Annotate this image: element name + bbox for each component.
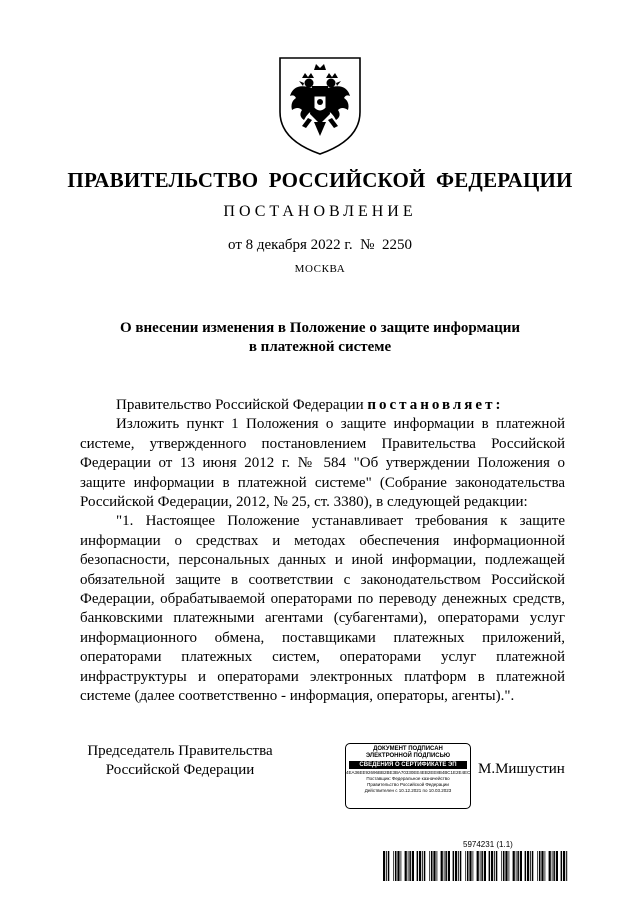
barcode-bar <box>408 851 409 881</box>
barcode-bar <box>481 851 483 881</box>
intro-verb: постановляет: <box>367 397 504 413</box>
barcode-bar <box>431 851 433 881</box>
barcode-label: 5974231 (1.1) <box>463 840 513 849</box>
barcode-bar <box>419 851 421 881</box>
barcode-bar <box>395 851 397 881</box>
decree-date-text: от 8 декабря 2022 г. № 2250 <box>228 237 412 253</box>
barcode-bar <box>505 851 507 881</box>
barcode-bar <box>541 851 543 881</box>
decree-type: ПОСТАНОВЛЕНИЕ <box>223 203 417 220</box>
signer-name: М.Мишустин <box>478 761 565 777</box>
barcode-bar <box>553 851 555 881</box>
barcode-bar <box>445 851 447 881</box>
barcode-bar <box>401 851 402 881</box>
barcode-bar <box>480 851 481 881</box>
signer-position-line-1: Председатель Правительства <box>87 743 273 759</box>
stamp-certificate-number: 4ЕА36ЕЕ92696ВВ2ВЕ3ВА70330ЕЕ4ЕВ2ЕЕ8В4ВС1Е2Е4ЕС <box>346 770 471 775</box>
barcode-bar <box>433 851 435 881</box>
barcode-bar <box>561 851 563 881</box>
barcode-bar <box>448 851 450 881</box>
barcode-bar <box>383 851 385 881</box>
barcode-bar <box>484 851 486 881</box>
barcode-bar <box>397 851 399 881</box>
signer-position-line-2: Российской Федерации <box>105 762 255 778</box>
barcode-bar <box>566 851 567 881</box>
barcode-bar <box>444 851 445 881</box>
barcode-bar <box>556 851 558 881</box>
subject-line-1: О внесении изменения в Положение о защите информации <box>119 320 521 336</box>
barcode-bar <box>417 851 419 881</box>
government-title: ПРАВИТЕЛЬСТВО РОССИЙСКОЙ ФЕДЕРАЦИИ <box>67 168 573 192</box>
barcode-bar <box>453 851 455 881</box>
barcode-bar <box>516 851 517 881</box>
barcode-bar <box>405 851 407 881</box>
barcode-bar <box>545 851 546 881</box>
barcode-bar <box>441 851 443 881</box>
barcode-bar <box>388 851 390 881</box>
stamp-certificate-bar: СВЕДЕНИЯ О СЕРТИФИКАТЕ ЭП <box>349 761 467 769</box>
barcode-bar <box>501 851 502 881</box>
barcode-bar <box>549 851 551 881</box>
signer-position <box>80 742 280 780</box>
double-headed-eagle-emblem-icon <box>272 52 368 158</box>
barcode-bar <box>509 851 510 881</box>
barcode-bar <box>491 851 493 881</box>
decree-body <box>80 396 565 707</box>
barcode-bar <box>530 851 531 881</box>
barcode-bar <box>563 851 565 881</box>
stamp-validity: Действителен с 10.12.2021 по 10.03.2023 <box>364 788 452 793</box>
barcode-bar <box>494 851 495 881</box>
barcode-bar <box>539 851 541 881</box>
barcode-icon <box>383 851 568 881</box>
decree-city: МОСКВА <box>294 263 346 275</box>
paragraph-1: Изложить пункт 1 Положения о защите информации в платежной системе, утвержденного постановлением Правительства Российской Федерации от 13 июня 2012 г. № 584 "Об утверждении Положения о защите информации в платежной системе" (Собрание законодательства Российской Федерации, 2012, № 25, ст. 3380), в следующей редакции: <box>80 416 565 511</box>
barcode-bar <box>473 851 474 881</box>
stamp-issuer: Поставщик: Федеральное казначейство <box>366 776 450 781</box>
stamp-line-2: ЭЛЕКТРОННОЙ ПОДПИСЬЮ <box>365 753 451 759</box>
barcode-bar <box>465 851 466 881</box>
barcode-bar <box>412 851 414 881</box>
barcode-bar <box>489 851 491 881</box>
barcode-bar <box>386 851 387 881</box>
barcode-bar <box>477 851 479 881</box>
barcode-bar <box>537 851 538 881</box>
intro-prefix: Правительство Российской Федерации <box>116 397 368 413</box>
paragraph-2: "1. Настоящее Положение устанавливает требования к защите информации о средствах и методах обеспечения информационной безопасности, персональных данных и иной информации, подлежащей обязательной защите в соответствии с законодательством Российской Федерации, обрабатываемой операторами по переводу денежных средств, банковскими платежными агентами (субагентами), операторами услуг информационного обмена, поставщиками платежных приложений, операторами платежных систем, операторами услуг платежной инфраструктуры и операторами электронных платформ в платежной системе (далее соответственно - информация, операторы, агенты).". <box>80 513 565 705</box>
barcode-bar <box>455 851 457 881</box>
barcode-bar <box>429 851 430 881</box>
barcode-bar <box>437 851 438 881</box>
barcode-bar <box>409 851 411 881</box>
barcode-bar <box>496 851 498 881</box>
barcode-bar <box>469 851 471 881</box>
barcode-bar <box>532 851 534 881</box>
stamp-owner: Правительство Российской Федерации <box>367 782 449 787</box>
barcode-bar <box>520 851 522 881</box>
barcode-bar <box>393 851 394 881</box>
electronic-signature-stamp <box>345 743 471 809</box>
barcode-bar <box>517 851 519 881</box>
subject-line-2: в платежной системе <box>248 339 392 355</box>
intro-paragraph <box>80 396 565 415</box>
barcode-bar <box>422 851 423 881</box>
barcode-bar <box>552 851 553 881</box>
barcode-bar <box>503 851 505 881</box>
decree-subject <box>80 319 560 357</box>
barcode-bar <box>525 851 527 881</box>
barcode-bar <box>513 851 515 881</box>
stamp-line-1: ДОКУМЕНТ ПОДПИСАН <box>373 746 443 752</box>
barcode-bar <box>424 851 426 881</box>
decree-date <box>0 237 640 254</box>
barcode-bar <box>458 851 459 881</box>
barcode-bar <box>460 851 462 881</box>
barcode-bar <box>467 851 469 881</box>
barcode-bar <box>527 851 529 881</box>
